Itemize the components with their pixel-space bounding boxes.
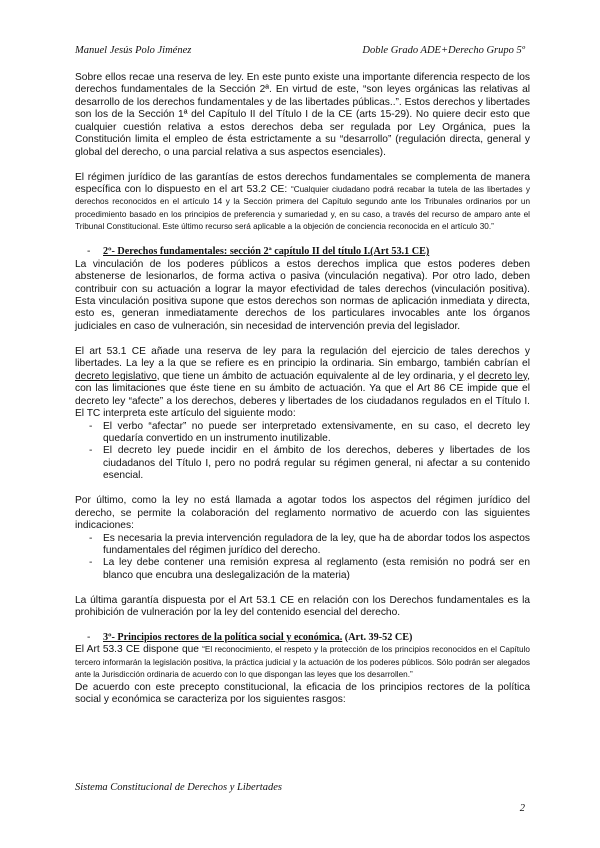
paragraph-vinculacion: La vinculación de los poderes públicos a estos derechos implica que estos poderes deben abstenerse de lesionarlos, de forma activa o pasiva (vinculación negativa). Por otro lado, deben contribuir con su actuación a lograr la mayor efectividad de tales derechos (vinculación positiva). Esta vinculación positiva supone que estos derechos son normas de aplicación inmediata y directa, esto es, generan inmediatamente derechos de los particulares invocables ante los órganos judiciales en caso de vulneración, sin necesidad de intervención previa del legislador. <box>75 258 530 332</box>
section-dash: - <box>87 246 91 258</box>
text-run: , que tiene un ámbito de actuación equivalente al de ley ordinaria, y el <box>156 370 478 382</box>
text-run: El art 53.1 CE añade una reserva de ley para la regulación del ejercicio de tales derechos y libertades. La ley a la que se refiere es en principio la ordinaria. Sin embargo, también cabrían el <box>75 345 530 370</box>
quote-art-53-2: “Cualquier ciudadano podrá recabar la tutela de las libertades y derechos reconocidos en el artículo 14 y la Sección primera del Capítulo segundo ante los Tribunales ordinarios por un procedimiento basado en los principios de preferencia y sumariedad y, en su caso, a través del recurso de amparo ante el Tribunal Constitucional. Este último recurso será aplicable a la objeción de conciencia reconocida en el artículo 30.” <box>75 185 530 232</box>
list-item <box>75 421 530 446</box>
list-item <box>75 533 530 558</box>
paragraph-lead: El régimen jurídico de las garantías de estos derechos fundamentales se complementa de manera específica con lo dispuesto en el art 53.2 CE: <box>75 171 530 196</box>
document-body <box>75 72 530 719</box>
quote-art-53-3: “El reconocimiento, el respeto y la protección de los principios reconocidos en el Capítulo tercero informarán la legislación positiva, la práctica judicial y la actuación de los poderes públicos. Sólo podrán ser alegados ante la Jurisdicción ordinaria de acuerdo con lo que dispongan las leyes que los desarrollen.” <box>75 645 530 680</box>
paragraph-art-53-2 <box>75 172 530 234</box>
section-dash: - <box>87 632 91 644</box>
list-item-text: La ley debe contener una remisión expresa al reglamento (esta remisión no podrá ser en blanco que encubra una deslegalización de la materia) <box>103 557 530 581</box>
list-dash: - <box>89 532 93 544</box>
paragraph-lead: El Art 53.3 CE dispone que <box>75 644 203 656</box>
list-item <box>75 445 530 482</box>
list-item-text: El decreto ley puede incidir en el ámbito de los derechos, deberes y libertades de los ciudadanos del Título I, pero no podrá regular su régimen general, ni afectar a su contenido esencial. <box>103 445 530 482</box>
term-decreto-legislativo: decreto legislativo <box>75 370 157 382</box>
list-dash: - <box>89 557 93 569</box>
paragraph-art-53-1 <box>75 346 530 421</box>
paragraph-rasgos: De acuerdo con este precepto constitucional, la eficacia de los principios rectores de la política social y económica se caracteriza por los siguientes rasgos: <box>75 681 530 706</box>
list-dash: - <box>89 445 93 457</box>
section-heading-3 <box>75 632 530 644</box>
paragraph-reglamento: Por último, como la ley no está llamada a agotar todos los aspectos del régimen jurídico del derecho, se permite la colaboración del reglamento normativo de acuerdo con las siguientes indicaciones: <box>75 495 530 532</box>
page-number: 2 <box>519 803 525 814</box>
paragraph-reserva-ley: Sobre ellos recae una reserva de ley. En este punto existe una importante diferencia respecto de los derechos fundamentales de la Sección 2ª. En virtud de este, “son leyes orgánicas las relativas al desarrollo de los derechos fundamentales y de las libertades públicas..”. Estos derechos y libertades son los de la Sección 1ª del Capítulo II del Título I de la CE (arts 15-29). No quiere decir esto que cualquier cuestión relativa a estos derechos deba ser regulada por Ley Orgánica, pues la Constitución limita el empleo de ésta estrictamente a su “desarrollo” (regulación directa, general y global del derecho, o una parcial relativa a sus aspectos esenciales). <box>75 72 530 158</box>
header-course: Doble Grado ADE+Derecho Grupo 5º <box>362 45 525 56</box>
section-heading-2 <box>75 246 530 258</box>
list-item <box>75 557 530 582</box>
list-item-text: Es necesaria la previa intervención reguladora de la ley, que ha de abordar todos los aspectos fundamentales del régimen jurídico del derecho. <box>103 532 530 556</box>
list-reglamento-indications <box>75 533 530 583</box>
section-title: 3º- Principios rectores de la política social y económica. <box>103 632 343 644</box>
list-dash: - <box>89 420 93 432</box>
list-tc-interpretation <box>75 421 530 483</box>
paragraph-contenido-esencial: La última garantía dispuesta por el Art 53.1 CE en relación con los Derechos fundamentales es la prohibición de vulneración por la ley del contenido esencial del derecho. <box>75 594 530 619</box>
paragraph-art-53-3 <box>75 644 530 681</box>
term-decreto-ley: decreto ley <box>477 370 528 382</box>
section-title-ref: (Art. 39-52 CE) <box>342 632 413 644</box>
list-item-text: El verbo “afectar” no puede ser interpretado extensivamente, en su caso, el decreto ley quedaría convertido en un instrumento inutilizable. <box>103 420 530 444</box>
header-author: Manuel Jesús Polo Jiménez <box>75 45 192 56</box>
text-run: , con las limitaciones que éste tiene en su ámbito de actuación. Ya que el Art 86 CE impide que el decreto ley “afecte” a los derechos, deberes y libertades de los ciudadanos regulados en el Título I. El TC interpreta este artículo del siguiente modo: <box>75 370 530 420</box>
footer-course-title: Sistema Constitucional de Derechos y Libertades <box>75 782 282 793</box>
section-title: 2º- Derechos fundamentales: sección 2ª capítulo II del título I.(Art 53.1 CE) <box>103 246 430 258</box>
